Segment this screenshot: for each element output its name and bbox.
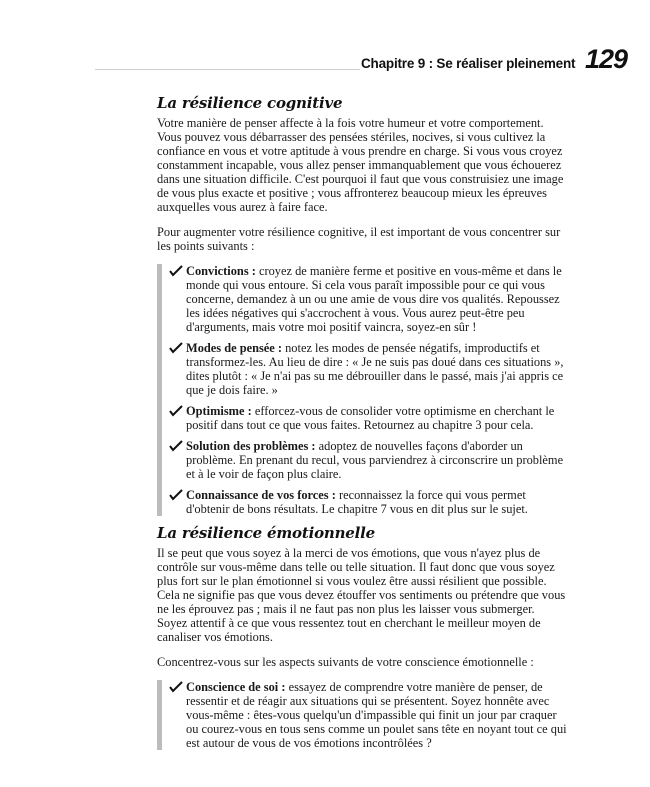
check-icon (169, 342, 183, 354)
page-number: 129 (585, 44, 628, 74)
section-title-cognitive: La résilience cognitive (157, 94, 343, 112)
bullet-term: Connaissance de vos forces : (186, 488, 336, 502)
check-icon (169, 405, 183, 417)
header-rule (95, 69, 360, 70)
list-item (168, 439, 567, 481)
check-icon (169, 489, 183, 501)
bullet-text: reconnaissez la force qui vous permet d'obtenir de bons résultats. Le chapitre 7 vous en dit plus sur le sujet. (186, 488, 528, 516)
section-title-emotional: La résilience émotionnelle (157, 524, 375, 542)
page-content (157, 94, 567, 756)
bullet-text: adoptez de nouvelles façons d'aborder un problème. En prenant du recul, vous parviendrez à circonscrire un problème et à le voir de façon plus claire. (186, 439, 564, 481)
list-item (168, 680, 567, 750)
list-item (168, 264, 567, 334)
bullet-text: croyez de manière ferme et positive en vous-même et dans le monde qui vous entoure. Si cela vous paraît impossible pour ce qui vous concerne, demandez à un ou une amie de vous dire vos qualités. Repoussez les idées négatives qui s'accrochent à vous. Vous aurez peut-être peu d'arguments, mais votre moi positif vaincra, soyez-en sûr ! (186, 264, 562, 334)
bullet-text: efforcez-vous de consolider votre optimisme en cherchant le positif dans tout ce que vous faites. Retournez au chapitre 3 pour cela. (186, 404, 555, 432)
bullet-term: Modes de pensée : (186, 341, 283, 355)
paragraph: Concentrez-vous sur les aspects suivants de votre conscience émotionnelle : (157, 655, 534, 669)
bullet-term: Convictions : (186, 264, 256, 278)
bullet-term: Conscience de soi : (186, 680, 286, 694)
bullet-term: Solution des problèmes : (186, 439, 316, 453)
bullet-text: notez les modes de pensée négatifs, improductifs et transformez-les. Au lieu de dire : « Je ne suis pas doué dans ces situations », dites plutôt : « Je n'ai pas su me débrouiller dans le passé, mais j'ai appris ce que je dois faire. » (186, 341, 564, 397)
list-item (168, 404, 567, 432)
check-icon (169, 681, 183, 693)
bullet-list-cognitive (157, 264, 567, 516)
paragraph: Votre manière de penser affecte à la fois votre humeur et votre comportement. Vous pouvez vous débarrasser des pensées stériles, nocives, si vous cultivez la confiance en vous et votre aptitude à vous prendre en charge. Si vous vous croyez constamment incapable, vous allez penser immanquablement que vous échouerez dans une situation difficile. C'est pourquoi il faut que vous construisiez une image de vous plus exacte et positive ; vous affronterez beaucoup mieux les épreuves auxquelles vous aurez à faire face. (157, 116, 564, 214)
bullet-list-emotional (157, 680, 567, 750)
list-item (168, 488, 567, 516)
check-icon (169, 265, 183, 277)
check-icon (169, 440, 183, 452)
paragraph: Pour augmenter votre résilience cognitive, il est important de vous concentrer sur les points suivants : (157, 225, 561, 253)
running-head: Chapitre 9 : Se réaliser pleinement (361, 56, 576, 71)
paragraph: Il se peut que vous soyez à la merci de vos émotions, que vous n'ayez plus de contrôle sur vous-même dans telle ou telle situation. Il faut donc que vous soyez plus fort sur le plan émotionnel si vous voulez être aussi résilient que possible. Cela ne signifie pas que vous devez étouffer vos sentiments ou prétendre que vous ne les éprouvez pas ; mais il ne faut pas non plus les laisser vous submerger. Soyez attentif à ce que vous ressentez tout en cherchant le meilleur moyen de canaliser vos émotions. (157, 546, 566, 644)
list-item (168, 341, 567, 397)
bullet-text: essayez de comprendre votre manière de penser, de ressentir et de réagir aux situations qui se présentent. Soyez honnête avec vous-même : êtes-vous quelqu'un d'impassible qui finit un jour par craquer ou courez-vous en tous sens comme un poulet sans tête en noyant tout ce qui est autour de vous de vos émotions incontrôlées ? (186, 680, 567, 750)
bullet-term: Optimisme : (186, 404, 252, 418)
